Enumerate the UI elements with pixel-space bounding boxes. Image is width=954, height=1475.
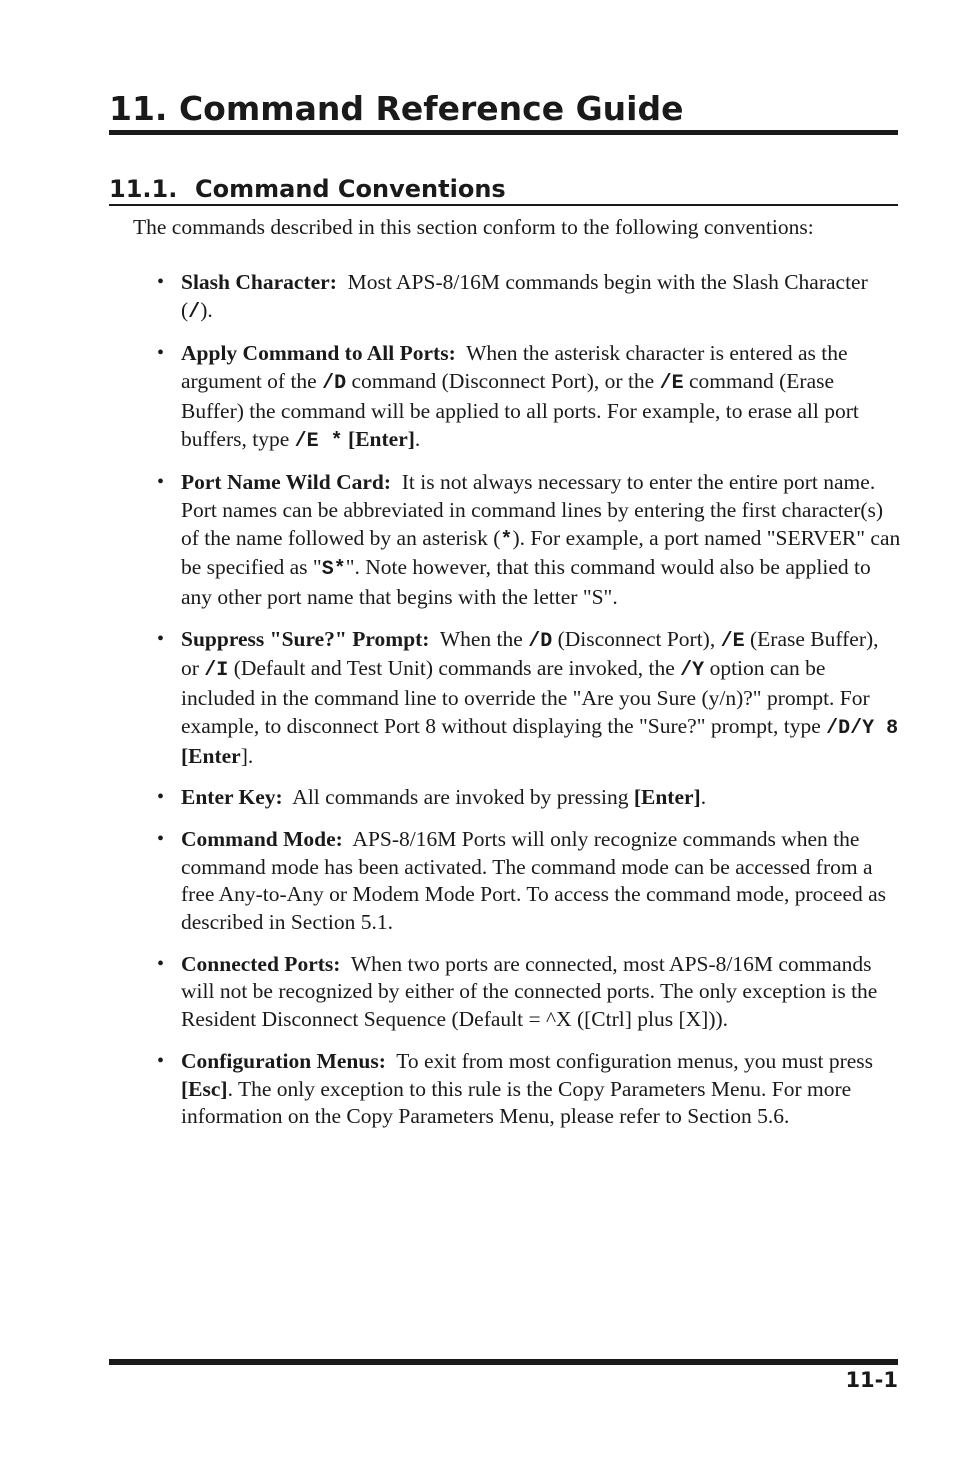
command-code: /D (528, 629, 553, 653)
convention-configuration-menus (157, 1048, 901, 1131)
convention-text: (Disconnect Port), (552, 626, 721, 651)
command-code: /E (659, 372, 684, 396)
chapter-title: 11. Command Reference Guide (109, 89, 684, 128)
command-code: /D (322, 372, 347, 396)
convention-text: ]. (240, 743, 254, 768)
convention-text: command (Erase Buffer) the command will be applied to all ports. For example, to erase all port buffers, type (181, 369, 859, 451)
convention-label: Connected Ports: (181, 951, 341, 976)
convention-text: ). For example, a port named "SERVER" can be specified as " (181, 525, 901, 580)
bullet-icon: • (157, 827, 165, 850)
chapter-title-rule (109, 130, 898, 135)
conventions-list (157, 269, 901, 1145)
command-code: * (500, 528, 513, 552)
convention-text: All commands are invoked by pressing (292, 785, 634, 810)
bullet-icon: • (157, 952, 165, 975)
convention-text: Most APS-8/16M commands begin with the Slash Character ( (181, 270, 868, 322)
convention-text: It is not always necessary to enter the entire port name. Port names can be abbreviated in command lines by entering the first character(s) of the name followed by an asterisk ( (181, 470, 884, 550)
section-title: Command Conventions (195, 175, 506, 203)
convention-apply-all-ports (157, 340, 901, 455)
convention-label: Slash Character: (181, 270, 337, 294)
command-code: /D/Y 8 (826, 716, 899, 740)
section-heading (109, 173, 898, 205)
command-code: /Y (680, 659, 705, 683)
convention-text: ). (200, 297, 213, 322)
command-code: /E * (294, 429, 343, 453)
bullet-icon: • (157, 342, 165, 365)
key-name: [Enter] (348, 426, 415, 451)
key-name: [Enter (181, 743, 241, 768)
bullet-icon: • (157, 471, 165, 494)
convention-text: (Default and Test Unit) commands are invoked, the (228, 656, 681, 681)
bullet-icon: • (157, 627, 165, 650)
command-code: S* (321, 558, 346, 582)
command-code: / (188, 300, 201, 324)
section-intro: The commands described in this section conform to the following conventions: (133, 215, 814, 239)
section-title-rule (109, 204, 898, 206)
convention-command-mode (157, 826, 901, 937)
convention-text: When two ports are connected, most APS-8/16M commands will not be recognized by either of the connected ports. The only exception is the Resident Disconnect Sequence (Default = ^X ([Ctrl] plus [X])). (181, 951, 878, 1032)
convention-label: Apply Command to All Ports: (181, 341, 456, 366)
convention-port-name-wild-card (157, 469, 901, 612)
convention-text: (Erase Buffer), or (181, 626, 879, 681)
convention-text: . The only exception to this rule is the Copy Parameters Menu. For more information on the Copy Parameters Menu, please refer to Section 5.6. (181, 1076, 852, 1129)
convention-label: Enter Key: (181, 785, 283, 810)
bullet-icon: • (157, 786, 165, 809)
convention-text: option can be included in the command line to override the "Are you Sure (y/n)?" prompt. For example, to disconnect Port 8 without displaying the "Sure?" prompt, type (181, 656, 870, 738)
convention-text: . (414, 426, 421, 451)
convention-label: Command Mode: (181, 826, 343, 851)
convention-text: When the asterisk character is entered as the argument of the (181, 341, 848, 394)
convention-label: Port Name Wild Card: (181, 470, 392, 495)
convention-connected-ports (157, 951, 901, 1034)
key-name: [Enter] (633, 785, 701, 810)
convention-slash-character (157, 269, 901, 326)
convention-text: To exit from most configuration menus, you must press (396, 1048, 874, 1073)
convention-text: command (Disconnect Port), or the (346, 369, 660, 394)
command-code: /E (720, 629, 745, 653)
convention-text: When the (439, 626, 529, 651)
convention-text: . (700, 785, 707, 810)
key-name: [Esc] (181, 1076, 228, 1101)
convention-suppress-sure-prompt (157, 626, 901, 771)
footer-rule (109, 1359, 898, 1365)
bullet-icon: • (157, 271, 165, 293)
convention-label: Configuration Menus: (181, 1048, 386, 1073)
convention-text: APS-8/16M Ports will only recognize commands when the command mode has been activated. The command mode can be accessed from a free Any-to-Any or Modem Mode Port. To access the command mode, proceed as described in Section 5.1. (181, 826, 887, 935)
bullet-icon: • (157, 1049, 165, 1072)
command-code: /I (204, 659, 229, 683)
convention-label: Suppress "Sure?" Prompt: (181, 626, 430, 651)
section-number: 11.1. (109, 175, 178, 203)
convention-text: ". Note however, that this command would also be applied to any other port name that begins with the letter "S". (181, 555, 871, 610)
page-number: 11-1 (845, 1368, 898, 1392)
convention-enter-key (157, 784, 901, 812)
